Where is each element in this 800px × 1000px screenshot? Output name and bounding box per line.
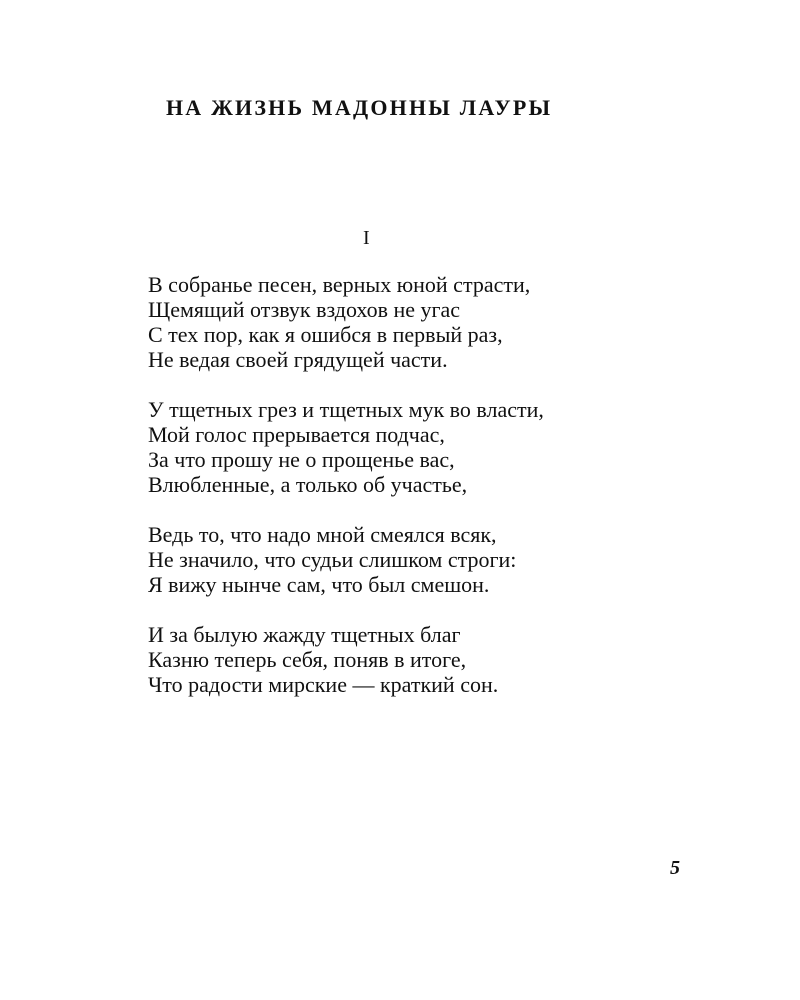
stanza-2 — [148, 397, 648, 497]
poem-line: Я вижу нынче сам, что был смешон. — [148, 572, 490, 597]
poem-line: Щемящий отзвук вздохов не угас — [148, 297, 461, 322]
section-title: НА ЖИЗНЬ МАДОННЫ ЛАУРЫ — [166, 95, 553, 120]
poem-line: Не ведая своей грядущей части. — [148, 347, 448, 372]
poem-line: И за былую жажду тщетных благ — [148, 622, 461, 647]
poem-line: С тех пор, как я ошибся в первый раз, — [148, 322, 503, 347]
sonnet-number: I — [363, 227, 370, 249]
poem-line: Не значило, что судьи слишком строги: — [148, 547, 517, 572]
poem-line: В собранье песен, верных юной страсти, — [148, 272, 531, 297]
poem-line: Ведь то, что надо мной смеялся всяк, — [148, 522, 497, 547]
poem-line: Мой голос прерывается подчас, — [148, 422, 445, 447]
poem-line: Влюбленные, а только об участье, — [148, 472, 468, 497]
stanza-4 — [148, 622, 648, 697]
poem-line: Что радости мирские — краткий сон. — [148, 672, 499, 697]
poem-line: Казню теперь себя, поняв в итоге, — [148, 647, 467, 672]
stanza-1 — [148, 272, 648, 372]
page-number: 5 — [670, 857, 680, 879]
poem-line: У тщетных грез и тщетных мук во власти, — [148, 397, 544, 422]
stanza-3 — [148, 522, 648, 597]
poem-body — [148, 272, 648, 722]
poem-line: За что прошу не о прощенье вас, — [148, 447, 455, 472]
